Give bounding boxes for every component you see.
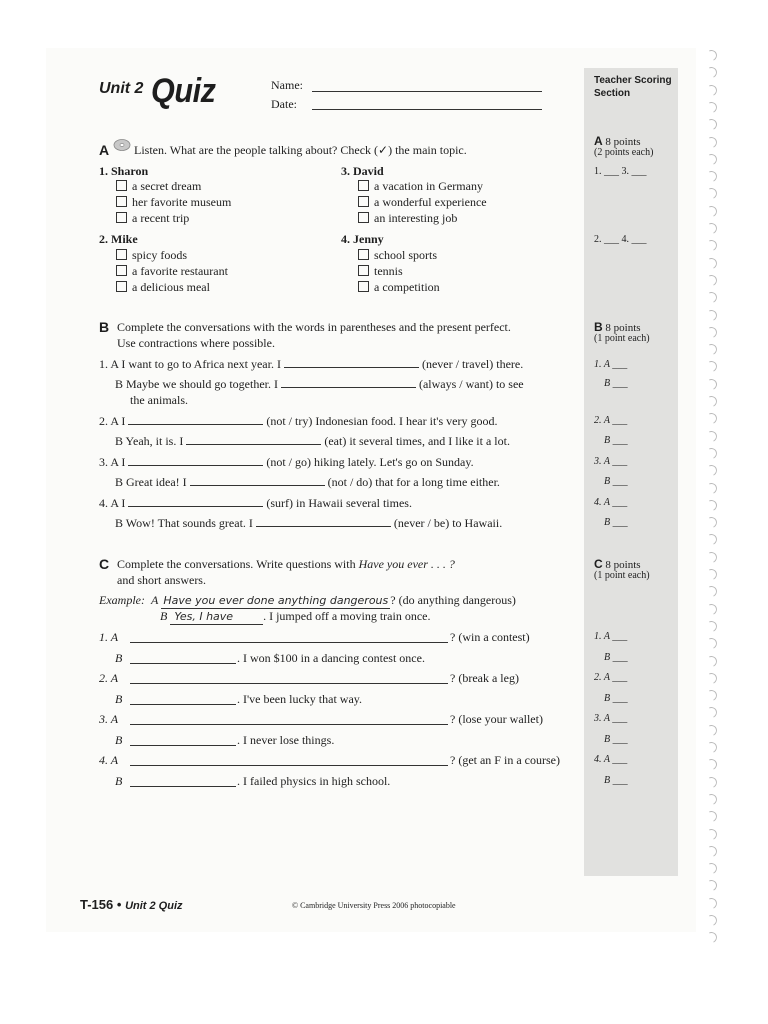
- checkbox-icon[interactable]: [358, 196, 369, 207]
- score-a-row1[interactable]: 1. ___ 3. ___: [594, 166, 647, 177]
- c-q1-b-text: . I won $100 in a dancing contest once.: [237, 651, 425, 665]
- b-q4-a: 4. A I (surf) in Hawaii several times.: [99, 496, 412, 510]
- c-q3-b-label: B: [115, 733, 123, 747]
- binder-ring-icon: [704, 308, 718, 322]
- c-example-a: Example: A Have you ever done anything dangerous ? (do anything dangerous): [99, 593, 516, 607]
- c-q2-b-text: . I've been lucky that way.: [237, 692, 363, 706]
- c-q2-a-label: 2. A: [99, 671, 119, 685]
- checkbox-icon[interactable]: [116, 265, 127, 276]
- b-q1-a: 1. A I want to go to Africa next year. I (never / travel) there.: [99, 357, 524, 371]
- c-example-b: B Yes, I have . I jumped off a moving train once.: [160, 609, 431, 623]
- score-b-4a[interactable]: 4. A ___: [594, 497, 628, 508]
- c-q1-b-label: B: [115, 651, 123, 665]
- score-c-1b[interactable]: B ___: [604, 652, 628, 663]
- binder-ring-icon: [704, 671, 718, 685]
- binder-ring-icon: [704, 394, 718, 408]
- a-item-2-option-2[interactable]: a favorite restaurant: [116, 264, 228, 279]
- b-q2-b-blank[interactable]: [186, 443, 321, 445]
- date-field[interactable]: [312, 108, 542, 110]
- section-a-each: (2 points each): [594, 147, 654, 158]
- binder-ring-icon: [704, 204, 718, 218]
- a-item-3-option-2[interactable]: a wonderful experience: [358, 195, 487, 210]
- section-b-instruction-2: Use contractions where possible.: [117, 336, 275, 350]
- binder-ring-icon: [704, 291, 718, 305]
- checkbox-icon[interactable]: [358, 281, 369, 292]
- binder-ring-icon: [704, 516, 718, 530]
- footer-page-label: T-156 • Unit 2 Quiz: [80, 897, 183, 912]
- b-q2-a: 2. A I (not / try) Indonesian food. I hear it's very good.: [99, 414, 498, 428]
- c-q4-b-text: . I failed physics in high school.: [237, 774, 391, 788]
- binder-ring-icon: [704, 913, 718, 927]
- score-c-4b[interactable]: B ___: [604, 775, 628, 786]
- score-c-2a[interactable]: 2. A ___: [594, 672, 628, 683]
- c-q4-a-blank[interactable]: [130, 764, 448, 766]
- a-item-1-option-2[interactable]: her favorite museum: [116, 195, 231, 210]
- checkbox-icon[interactable]: [358, 212, 369, 223]
- binder-ring-icon: [704, 66, 718, 80]
- checkbox-icon[interactable]: [358, 249, 369, 260]
- binder-ring-icon: [704, 273, 718, 287]
- b-q4-b: B Wow! That sounds great. I (never / be) to Hawaii.: [115, 516, 503, 530]
- date-label: Date:: [271, 97, 297, 111]
- score-c-4a[interactable]: 4. A ___: [594, 754, 628, 765]
- binder-ring-icon: [704, 533, 718, 547]
- binder-ring-icon: [704, 654, 718, 668]
- footer-copyright: © Cambridge University Press 2006 photocopiable: [292, 901, 456, 910]
- cd-icon: [113, 138, 131, 157]
- checkbox-icon[interactable]: [116, 196, 127, 207]
- section-b-each: (1 point each): [594, 333, 650, 344]
- b-q1-b-cont: the animals.: [130, 393, 188, 407]
- binder-ring-icon: [704, 827, 718, 841]
- scoring-title-2: Section: [594, 88, 631, 99]
- c-q4-a-cue: ? (get an F in a course): [450, 753, 560, 767]
- section-b-points: B 8 points: [594, 320, 641, 334]
- section-b-instruction: Complete the conversations with the words in parentheses and the present perfect.: [117, 320, 511, 334]
- binder-ring-icon: [704, 775, 718, 789]
- b-q1-a-blank[interactable]: [284, 366, 419, 368]
- a-item-2-name: 2. Mike: [99, 232, 138, 246]
- score-b-1a[interactable]: 1. A ___: [594, 359, 628, 370]
- section-c-instruction: Complete the conversations. Write questions with Have you ever . . . ?: [117, 557, 455, 571]
- score-c-1a[interactable]: 1. A ___: [594, 631, 628, 642]
- binder-ring-icon: [704, 602, 718, 616]
- checkbox-icon[interactable]: [116, 281, 127, 292]
- a-item-4-name: 4. Jenny: [341, 232, 384, 246]
- score-b-3b[interactable]: B ___: [604, 476, 628, 487]
- binder-ring-icon: [704, 446, 718, 460]
- b-q3-b: B Great idea! I (not / do) that for a long time either.: [115, 475, 500, 489]
- score-b-1b[interactable]: B ___: [604, 378, 628, 389]
- section-c-instruction-2: and short answers.: [117, 573, 206, 587]
- c-q2-a-cue: ? (break a leg): [450, 671, 519, 685]
- a-item-4-option-3[interactable]: a competition: [358, 280, 440, 295]
- b-q3-a-blank[interactable]: [128, 464, 263, 466]
- binder-ring-icon: [704, 343, 718, 357]
- b-q4-a-blank[interactable]: [128, 505, 263, 507]
- b-q3-b-blank[interactable]: [190, 484, 325, 486]
- b-q1-b: B Maybe we should go together. I (always / want) to see: [115, 377, 524, 391]
- binder-ring-icon: [704, 221, 718, 235]
- c-q1-a-blank[interactable]: [130, 641, 448, 643]
- binder-ring-icon: [704, 792, 718, 806]
- binder-ring-icon: [704, 239, 718, 253]
- quiz-title: Quiz: [151, 72, 216, 110]
- section-a-letter: A: [99, 142, 110, 158]
- b-q4-b-blank[interactable]: [256, 525, 391, 527]
- c-q4-a-label: 4. A: [99, 753, 119, 767]
- a-item-4-option-1[interactable]: school sports: [358, 248, 437, 263]
- c-example-answer-b: Yes, I have: [170, 609, 263, 625]
- checkbox-icon[interactable]: [358, 180, 369, 191]
- binder-ring-icon: [704, 412, 718, 426]
- name-field[interactable]: [312, 90, 542, 92]
- binder-ring-icon: [704, 879, 718, 893]
- checkbox-icon[interactable]: [116, 212, 127, 223]
- binder-ring-icon: [704, 377, 718, 391]
- binder-ring-icon: [704, 585, 718, 599]
- binder-ring-icon: [704, 931, 718, 945]
- binder-ring-icon: [704, 464, 718, 478]
- b-q3-a: 3. A I (not / go) hiking lately. Let's go on Sunday.: [99, 455, 474, 469]
- binder-ring-icon: [704, 100, 718, 114]
- c-q1-a-label: 1. A: [99, 630, 119, 644]
- score-c-3a[interactable]: 3. A ___: [594, 713, 628, 724]
- score-b-3a[interactable]: 3. A ___: [594, 456, 628, 467]
- section-b-letter: B: [99, 319, 110, 335]
- c-q3-b-blank[interactable]: [130, 744, 236, 746]
- binder-ring-icon: [704, 135, 718, 149]
- binder-ring-icon: [704, 706, 718, 720]
- binder-ring-icon: [704, 619, 718, 633]
- c-q2-b-label: B: [115, 692, 123, 706]
- binder-ring-icon: [704, 325, 718, 339]
- section-c-points: C 8 points: [594, 557, 641, 571]
- c-q3-a-label: 3. A: [99, 712, 119, 726]
- b-q2-b: B Yeah, it is. I (eat) it several times, and I like it a lot.: [115, 434, 510, 448]
- a-item-3-name: 3. David: [341, 164, 384, 178]
- c-q3-a-blank[interactable]: [130, 723, 448, 725]
- score-a-row2[interactable]: 2. ___ 4. ___: [594, 234, 647, 245]
- checkbox-icon[interactable]: [358, 265, 369, 276]
- c-q3-b-text: . I never lose things.: [237, 733, 335, 747]
- a-item-3-option-3[interactable]: an interesting job: [358, 211, 457, 226]
- score-c-2b[interactable]: B ___: [604, 693, 628, 704]
- binder-ring-icon: [704, 481, 718, 495]
- section-a-instruction: Listen. What are the people talking about? Check (✓) the main topic.: [134, 143, 467, 157]
- binder-ring-icon: [704, 550, 718, 564]
- section-c-letter: C: [99, 556, 110, 572]
- binder-ring-icon: [704, 896, 718, 910]
- binder-ring-icon: [704, 758, 718, 772]
- unit-label: Unit 2: [99, 80, 144, 97]
- binder-ring-icon: [704, 498, 718, 512]
- c-q2-a-blank[interactable]: [130, 682, 448, 684]
- binder-ring-icon: [704, 862, 718, 876]
- a-item-1-option-1[interactable]: a secret dream: [116, 179, 201, 194]
- binder-ring-icon: [704, 360, 718, 374]
- score-b-4b[interactable]: B ___: [604, 517, 628, 528]
- c-q3-a-cue: ? (lose your wallet): [450, 712, 543, 726]
- binder-ring-icon: [704, 740, 718, 754]
- c-q1-a-cue: ? (win a contest): [450, 630, 530, 644]
- score-b-2b[interactable]: B ___: [604, 435, 628, 446]
- name-label: Name:: [271, 78, 303, 92]
- binder-ring-icon: [704, 152, 718, 166]
- c-q4-b-label: B: [115, 774, 123, 788]
- a-item-2-option-3[interactable]: a delicious meal: [116, 280, 210, 295]
- a-item-1-option-3[interactable]: a recent trip: [116, 211, 189, 226]
- checkbox-icon[interactable]: [116, 180, 127, 191]
- b-q2-a-blank[interactable]: [128, 423, 263, 425]
- binder-ring-icon: [704, 170, 718, 184]
- binder-ring-icon: [704, 844, 718, 858]
- binder-ring-icon: [704, 723, 718, 737]
- a-item-2-option-1[interactable]: spicy foods: [116, 248, 187, 263]
- b-q1-b-blank[interactable]: [281, 386, 416, 388]
- binder-ring-icon: [704, 637, 718, 651]
- binder-ring-icon: [704, 187, 718, 201]
- a-item-1-name: 1. Sharon: [99, 164, 149, 178]
- checkbox-icon[interactable]: [116, 249, 127, 260]
- binder-ring-icon: [704, 256, 718, 270]
- binder-ring-icon: [704, 567, 718, 581]
- binder-ring-icon: [704, 429, 718, 443]
- score-b-2a[interactable]: 2. A ___: [594, 415, 628, 426]
- section-c-each: (1 point each): [594, 570, 650, 581]
- scoring-title: Teacher Scoring: [594, 75, 672, 86]
- a-item-3-option-1[interactable]: a vacation in Germany: [358, 179, 483, 194]
- binder-ring-icon: [704, 83, 718, 97]
- c-example-answer-a: Have you ever done anything dangerous: [163, 594, 389, 607]
- section-a-points: A 8 points: [594, 134, 641, 148]
- a-item-4-option-2[interactable]: tennis: [358, 264, 403, 279]
- c-q4-b-blank[interactable]: [130, 785, 236, 787]
- binder-ring-icon: [704, 48, 718, 62]
- c-q1-b-blank[interactable]: [130, 662, 236, 664]
- binder-ring-icon: [704, 689, 718, 703]
- c-q2-b-blank[interactable]: [130, 703, 236, 705]
- score-c-3b[interactable]: B ___: [604, 734, 628, 745]
- binder-ring-icon: [704, 810, 718, 824]
- binder-ring-icon: [704, 118, 718, 132]
